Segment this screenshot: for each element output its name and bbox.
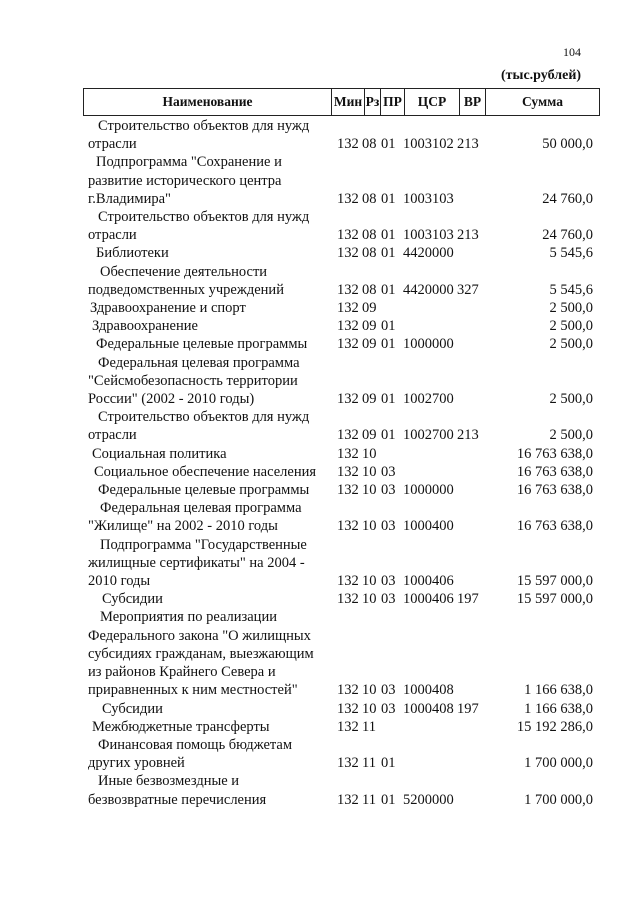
row-name-line: Здравоохранение и спорт — [90, 300, 246, 317]
code-rz: 10 — [362, 445, 377, 462]
table-row — [0, 718, 640, 736]
code-min: 132 — [337, 227, 359, 244]
code-rz: 11 — [362, 791, 376, 808]
row-name — [88, 718, 328, 736]
row-name-line: отрасли — [88, 227, 137, 244]
code-rz: 08 — [362, 227, 377, 244]
row-name-line: субсидиях гражданам, выезжающим — [88, 645, 314, 662]
code-csr: 1002700 — [403, 391, 454, 408]
code-rz: 10 — [362, 591, 377, 608]
units-label: (тыс.рублей) — [501, 68, 582, 83]
row-amount: 1 700 000,0 — [524, 755, 593, 772]
row-name-line: Строительство объектов для нужд — [98, 209, 310, 226]
code-rz: 10 — [362, 482, 377, 499]
row-codes — [337, 718, 483, 736]
code-min: 132 — [337, 791, 359, 808]
code-rz: 08 — [362, 136, 377, 153]
column-header-name: Наименование — [84, 89, 332, 116]
code-rz: 10 — [362, 573, 377, 590]
code-rz: 10 — [362, 518, 377, 535]
code-min: 132 — [337, 336, 359, 353]
row-amount: 2 500,0 — [549, 391, 593, 408]
code-rz: 08 — [362, 281, 377, 298]
code-csr: 1000408 — [403, 700, 454, 717]
row-name — [88, 463, 328, 481]
code-csr: 1000406 — [403, 591, 454, 608]
column-header-rz: Рз — [365, 89, 381, 116]
row-name-line: Подпрограмма "Сохранение и — [96, 154, 282, 171]
budget-table-body — [0, 117, 640, 809]
code-vr: 213 — [457, 136, 479, 153]
row-name — [88, 317, 328, 335]
code-min: 132 — [337, 573, 359, 590]
row-name-line: г.Владимира" — [88, 190, 171, 207]
table-row — [0, 536, 640, 591]
column-header-pr: ПР — [381, 89, 405, 116]
code-min: 132 — [337, 281, 359, 298]
code-pr: 01 — [381, 391, 396, 408]
code-csr: 1003103 — [403, 190, 454, 207]
row-name — [88, 263, 328, 299]
row-codes — [337, 681, 483, 699]
row-amount: 50 000,0 — [542, 136, 593, 153]
row-name — [88, 208, 328, 244]
code-min: 132 — [337, 482, 359, 499]
row-codes — [337, 572, 483, 590]
code-rz: 10 — [362, 700, 377, 717]
column-header-csr: ЦСР — [405, 89, 460, 116]
table-row — [0, 317, 640, 335]
row-name-line: подведомственных учреждений — [88, 281, 284, 298]
row-amount: 16 763 638,0 — [516, 463, 593, 480]
row-name-line: "Сейсмобезопасность территории — [88, 372, 298, 389]
row-name-line: приравненных к ним местностей" — [88, 682, 298, 699]
table-row — [0, 354, 640, 409]
row-name-line: Федеральная целевая программа — [100, 500, 302, 517]
table-row — [0, 481, 640, 499]
code-min: 132 — [337, 318, 359, 335]
row-name-line: Федеральные целевые программы — [96, 336, 308, 353]
code-min: 132 — [337, 518, 359, 535]
row-name — [88, 700, 328, 718]
row-name-line: Социальное обеспечение населения — [94, 463, 317, 480]
code-pr: 03 — [381, 682, 396, 699]
row-name-line: Финансовая помощь бюджетам — [98, 736, 293, 753]
row-name — [88, 536, 328, 591]
row-name-line: Здравоохранение — [92, 318, 198, 335]
row-codes — [337, 445, 483, 463]
row-codes — [337, 317, 483, 335]
row-amount: 2 500,0 — [549, 300, 593, 317]
table-row — [0, 608, 640, 699]
code-rz: 10 — [362, 463, 377, 480]
row-name-line: Субсидии — [102, 591, 163, 608]
row-amount: 1 166 638,0 — [524, 700, 593, 717]
code-vr: 197 — [457, 591, 479, 608]
row-name — [88, 335, 328, 353]
row-codes — [337, 281, 483, 299]
row-name-line: Субсидии — [102, 700, 163, 717]
row-name-line: Строительство объектов для нужд — [98, 118, 310, 134]
code-csr: 1000000 — [403, 482, 454, 499]
row-codes — [337, 700, 483, 718]
row-name-line: из районов Крайнего Севера и — [88, 664, 276, 681]
row-name-line: отрасли — [88, 427, 137, 444]
code-pr: 03 — [381, 573, 396, 590]
row-amount: 16 763 638,0 — [516, 445, 593, 462]
row-name-line: Межбюджетные трансферты — [92, 718, 270, 735]
code-csr: 1003103 — [403, 227, 454, 244]
row-name-line: Иные безвозмездные и — [98, 773, 240, 790]
code-pr: 01 — [381, 318, 396, 335]
table-header — [83, 88, 600, 116]
table-row — [0, 700, 640, 718]
table-row — [0, 736, 640, 772]
row-name-line: Мероприятия по реализации — [100, 609, 277, 626]
code-min: 132 — [337, 755, 359, 772]
row-name-line: Федерального закона "О жилищных — [88, 627, 311, 644]
row-codes — [337, 390, 483, 408]
code-min: 132 — [337, 700, 359, 717]
row-name — [88, 153, 328, 208]
row-name — [88, 736, 328, 772]
row-name-line: Подпрограмма "Государственные — [100, 536, 307, 553]
row-name — [88, 608, 328, 699]
code-pr: 03 — [381, 463, 396, 480]
row-codes — [337, 335, 483, 353]
code-rz: 11 — [362, 755, 376, 772]
code-csr: 1002700 — [403, 427, 454, 444]
code-rz: 08 — [362, 190, 377, 207]
table-row — [0, 153, 640, 208]
code-pr: 01 — [381, 755, 396, 772]
row-name-line: 2010 годы — [88, 573, 151, 590]
row-name-line: других уровней — [88, 755, 185, 772]
code-rz: 11 — [362, 718, 376, 735]
code-rz: 08 — [362, 245, 377, 262]
row-amount: 15 192 286,0 — [516, 718, 593, 735]
row-codes — [337, 481, 483, 499]
row-name — [88, 117, 328, 153]
code-csr: 1000400 — [403, 518, 454, 535]
code-min: 132 — [337, 427, 359, 444]
code-csr: 4420000 — [403, 245, 454, 262]
row-amount: 5 545,6 — [549, 245, 593, 262]
code-vr: 197 — [457, 700, 479, 717]
table-row — [0, 117, 640, 153]
code-rz: 09 — [362, 427, 377, 444]
code-pr: 03 — [381, 518, 396, 535]
code-rz: 09 — [362, 300, 377, 317]
code-pr: 03 — [381, 482, 396, 499]
row-amount: 1 166 638,0 — [524, 682, 593, 699]
code-vr: 327 — [457, 281, 479, 298]
row-amount: 16 763 638,0 — [516, 518, 593, 535]
row-codes — [337, 226, 483, 244]
code-pr: 01 — [381, 281, 396, 298]
table-row — [0, 499, 640, 535]
code-rz: 09 — [362, 336, 377, 353]
table-row — [0, 335, 640, 353]
table-row — [0, 772, 640, 808]
row-amount: 2 500,0 — [549, 336, 593, 353]
code-csr: 5200000 — [403, 791, 454, 808]
row-codes — [337, 754, 483, 772]
row-name — [88, 354, 328, 409]
page-number: 104 — [563, 45, 581, 59]
table-row — [0, 590, 640, 608]
column-header-min: Мин — [332, 89, 365, 116]
code-min: 132 — [337, 591, 359, 608]
code-rz: 10 — [362, 682, 377, 699]
row-name — [88, 244, 328, 262]
code-min: 132 — [337, 190, 359, 207]
code-csr: 1003102 — [403, 136, 454, 153]
row-amount: 24 760,0 — [542, 227, 593, 244]
row-codes — [337, 299, 483, 317]
row-name-line: Строительство объектов для нужд — [98, 409, 310, 426]
code-pr: 01 — [381, 227, 396, 244]
code-vr: 213 — [457, 427, 479, 444]
row-codes — [337, 244, 483, 262]
code-min: 132 — [337, 445, 359, 462]
row-codes — [337, 791, 483, 809]
table-row — [0, 263, 640, 299]
row-name — [88, 772, 328, 808]
row-name-line: развитие исторического центра — [88, 172, 282, 189]
row-name — [88, 299, 328, 317]
code-pr: 01 — [381, 190, 396, 207]
row-codes — [337, 590, 483, 608]
column-header-vr: ВР — [460, 89, 486, 116]
row-amount: 1 700 000,0 — [524, 791, 593, 808]
row-amount: 5 545,6 — [549, 281, 593, 298]
row-name-line: Социальная политика — [92, 445, 227, 462]
code-min: 132 — [337, 463, 359, 480]
code-min: 132 — [337, 682, 359, 699]
row-name-line: Федеральная целевая программа — [98, 354, 300, 371]
row-name — [88, 590, 328, 608]
code-pr: 03 — [381, 591, 396, 608]
table-row — [0, 408, 640, 444]
row-name-line: жилищные сертификаты" на 2004 - — [88, 554, 305, 571]
row-name-line: отрасли — [88, 136, 137, 153]
row-amount: 2 500,0 — [549, 427, 593, 444]
row-codes — [337, 517, 483, 535]
code-csr: 1000406 — [403, 573, 454, 590]
row-amount: 16 763 638,0 — [516, 482, 593, 499]
code-min: 132 — [337, 718, 359, 735]
row-name — [88, 445, 328, 463]
row-codes — [337, 190, 483, 208]
row-name-line: Федеральные целевые программы — [98, 482, 310, 499]
row-name-line: России" (2002 - 2010 годы) — [88, 391, 255, 408]
row-amount: 15 597 000,0 — [516, 591, 593, 608]
code-pr: 01 — [381, 245, 396, 262]
code-min: 132 — [337, 136, 359, 153]
code-csr: 1000408 — [403, 682, 454, 699]
code-rz: 09 — [362, 318, 377, 335]
table-row — [0, 299, 640, 317]
code-min: 132 — [337, 245, 359, 262]
row-codes — [337, 135, 483, 153]
row-name-line: "Жилище" на 2002 - 2010 годы — [88, 518, 278, 535]
row-name — [88, 408, 328, 444]
code-pr: 03 — [381, 700, 396, 717]
row-name — [88, 499, 328, 535]
row-amount: 2 500,0 — [549, 318, 593, 335]
row-codes — [337, 426, 483, 444]
code-csr: 4420000 — [403, 281, 454, 298]
column-header-sum: Сумма — [486, 89, 600, 116]
row-name — [88, 481, 328, 499]
code-min: 132 — [337, 391, 359, 408]
table-row — [0, 208, 640, 244]
code-min: 132 — [337, 300, 359, 317]
row-amount: 15 597 000,0 — [516, 573, 593, 590]
row-codes — [337, 463, 483, 481]
code-pr: 01 — [381, 136, 396, 153]
table-row — [0, 463, 640, 481]
row-name-line: Обеспечение деятельности — [100, 263, 268, 280]
code-pr: 01 — [381, 791, 396, 808]
row-name-line: Библиотеки — [96, 245, 169, 262]
table-row — [0, 244, 640, 262]
code-pr: 01 — [381, 336, 396, 353]
code-vr: 213 — [457, 227, 479, 244]
table-row — [0, 445, 640, 463]
row-amount: 24 760,0 — [542, 190, 593, 207]
code-pr: 01 — [381, 427, 396, 444]
row-name-line: безвозвратные перечисления — [88, 791, 267, 808]
code-csr: 1000000 — [403, 336, 454, 353]
code-rz: 09 — [362, 391, 377, 408]
